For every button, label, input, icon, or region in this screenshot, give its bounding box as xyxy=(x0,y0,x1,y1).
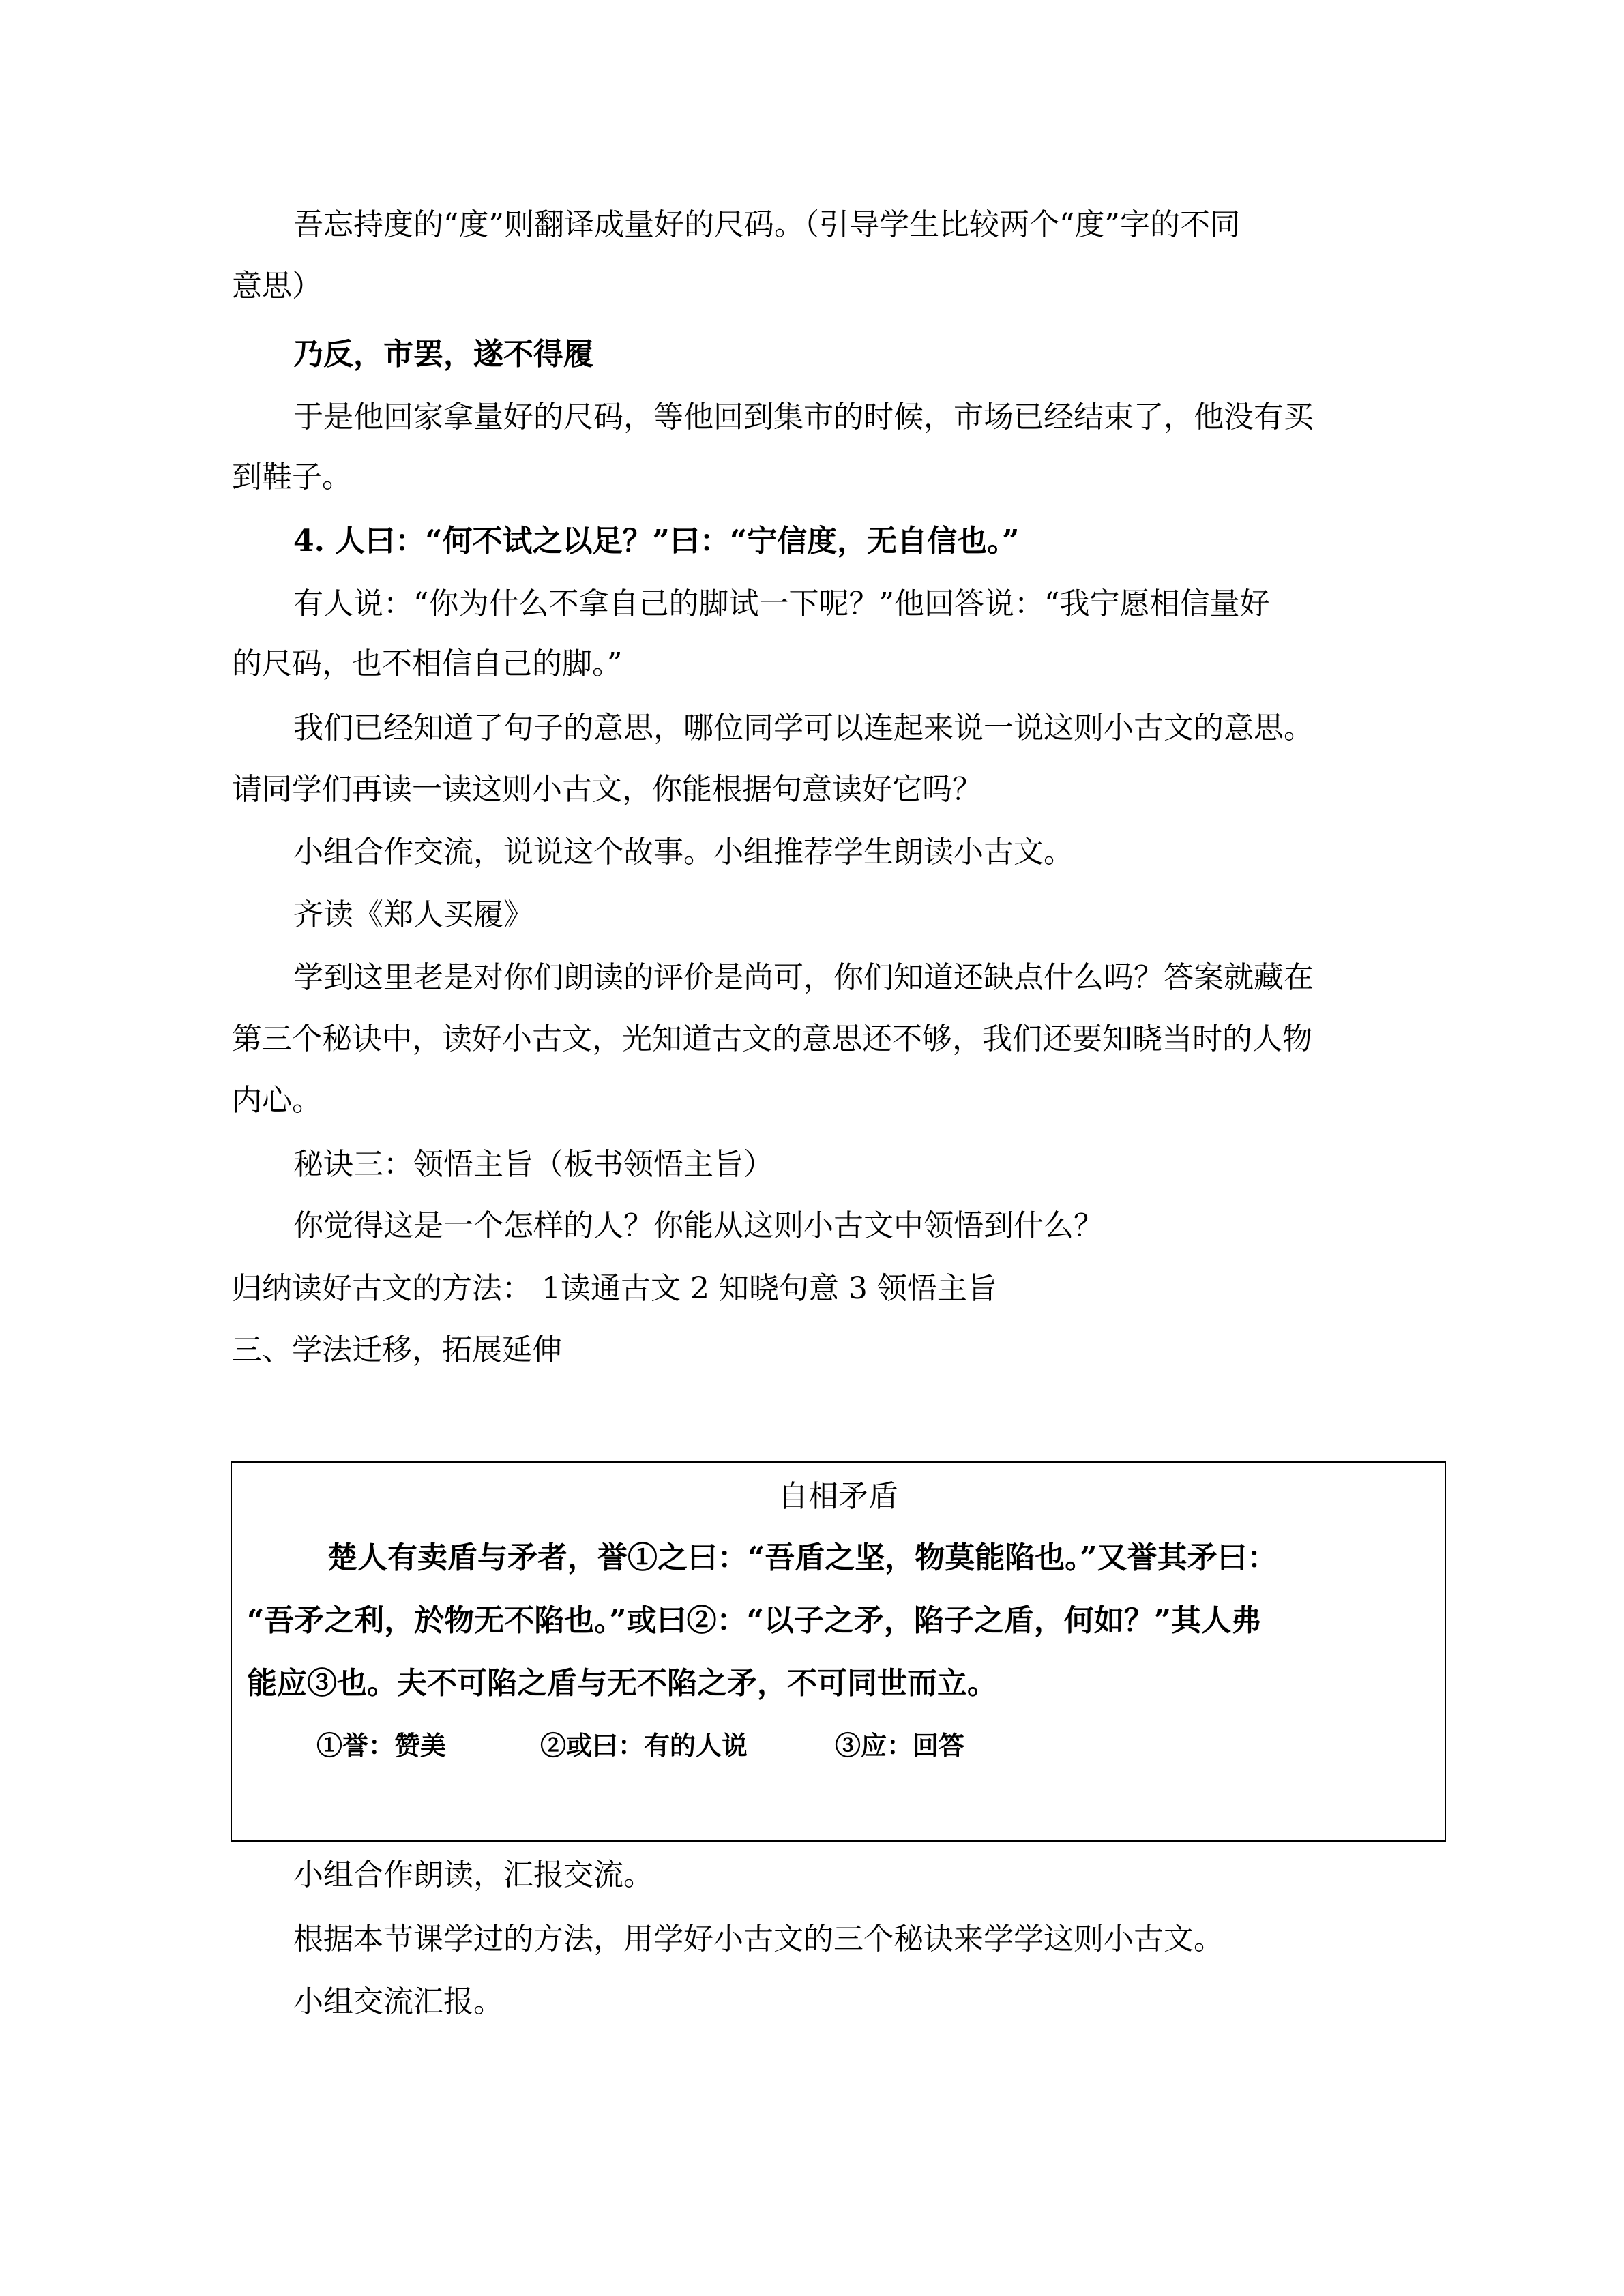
paragraph-line: 小组合作交流，说说这个故事。小组推荐学生朗读小古文。 xyxy=(293,835,1074,869)
paragraph-line: 学到这里老是对你们朗读的评价是尚可，你们知道还缺点什么吗？答案就藏在 xyxy=(293,960,1314,995)
paragraph-line: 齐读《郑人买履》 xyxy=(293,897,533,932)
classical-sentence: 乃反，市罢，遂不得履 xyxy=(293,337,593,372)
paragraph-line: 有人说：“你为什么不拿自己的脚试一下呢？”他回答说：“我宁愿相信量好 xyxy=(293,586,1270,621)
paragraph-line: 请同学们再读一读这则小古文，你能根据句意读好它吗？ xyxy=(232,772,982,807)
note-3: ③应：回答 xyxy=(835,1730,965,1761)
paragraph-line: 于是他回家拿量好的尺码，等他回到集市的时候，市场已经结束了，他没有买 xyxy=(293,400,1314,434)
classical-text-box xyxy=(231,1461,1446,1842)
note-1: ①誉：赞美 xyxy=(316,1730,447,1761)
paragraph-translation-line-2: 意思） xyxy=(232,269,322,303)
paragraph-line: 秘诀三：领悟主旨（板书领悟主旨） xyxy=(293,1147,773,1182)
box-notes xyxy=(232,1729,1445,1763)
paragraph-line: 第三个秘诀中，读好小古文，光知道古文的意思还不够，我们还要知晓当时的人物 xyxy=(232,1022,1312,1056)
paragraph-line: 我们已经知道了句子的意思，哪位同学可以连起来说一说这则小古文的意思。 xyxy=(293,711,1314,745)
box-text-line: 能应③也。夫不可陷之盾与无不陷之矛，不可同世而立。 xyxy=(247,1666,997,1701)
box-text-line: “吾矛之利，於物无不陷也。”或曰②：“以子之矛，陷子之盾，何如？”其人弗 xyxy=(247,1603,1262,1638)
paragraph-line: 的尺码，也不相信自己的脚。” xyxy=(232,646,623,681)
section-heading: 三、学法迁移，拓展延伸 xyxy=(232,1332,562,1367)
paragraph-line: 小组交流汇报。 xyxy=(293,1984,503,2019)
methods-summary: 归纳读好古文的方法： 1读通古文 2 知晓句意 3 领悟主旨 xyxy=(232,1271,997,1306)
paragraph-line: 内心。 xyxy=(232,1083,322,1118)
note-2: ②或曰：有的人说 xyxy=(540,1730,748,1761)
box-title: 自相矛盾 xyxy=(778,1479,898,1514)
paragraph-translation-line-1: 吾忘持度的“度”则翻译成量好的尺码。（引导学生比较两个“度”字的不同 xyxy=(293,207,1240,242)
paragraph-line: 到鞋子。 xyxy=(232,460,352,494)
box-text-line: 楚人有卖盾与矛者，誉①之曰：“吾盾之坚，物莫能陷也。”又誉其矛曰： xyxy=(327,1540,1278,1575)
paragraph-line: 根据本节课学过的方法，用学好小古文的三个秘诀来学学这则小古文。 xyxy=(293,1922,1224,1956)
paragraph-line: 小组合作朗读，汇报交流。 xyxy=(293,1858,653,1892)
paragraph-line: 你觉得这是一个怎样的人？你能从这则小古文中领悟到什么？ xyxy=(293,1208,1104,1243)
classical-sentence-4: 4. 人曰：“何不试之以足？”曰：“宁信度，无自信也。” xyxy=(293,524,1020,558)
